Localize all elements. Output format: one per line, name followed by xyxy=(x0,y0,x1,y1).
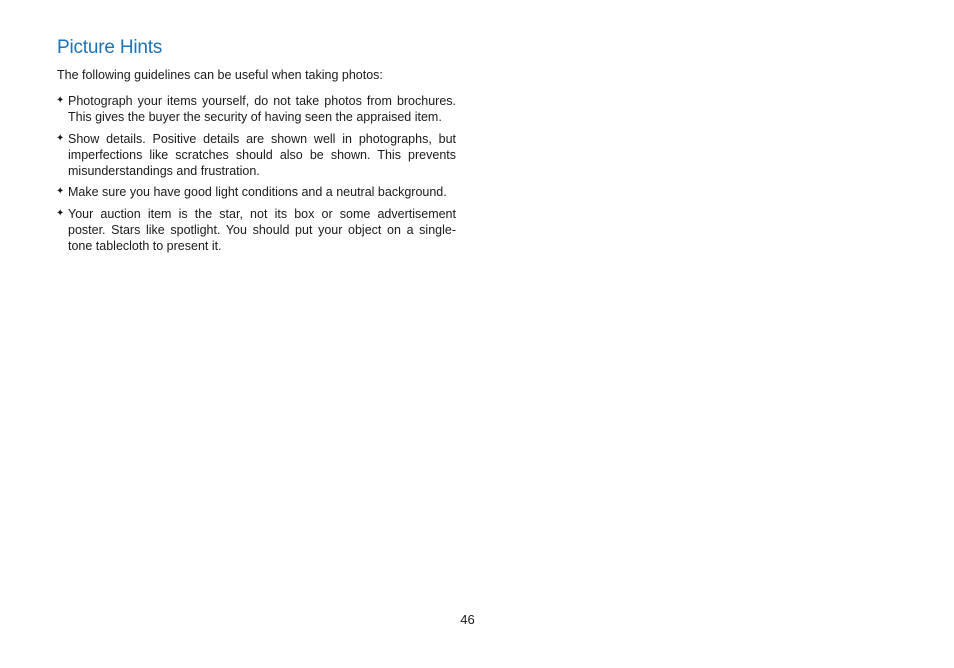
list-item-text: Show details. Positive details are shown well in photographs, but imperfections like scratches should also be shown. This prevents misunderstandings and frustration. xyxy=(68,131,456,179)
list-item xyxy=(57,184,456,200)
list-item-text: Make sure you have good light conditions and a neutral background. xyxy=(68,185,447,200)
page-number: 46 xyxy=(460,612,475,627)
list-item xyxy=(57,93,456,126)
list-item-text: Your auction item is the star, not its box or some advertisement poster. Stars like spotlight. You should put your object on a single-tone tablecloth to present it. xyxy=(68,206,456,254)
star-bullet-icon: ✦ xyxy=(56,132,65,144)
star-bullet-icon: ✦ xyxy=(56,95,65,106)
star-bullet-icon: ✦ xyxy=(56,186,65,198)
page-title: Picture Hints xyxy=(57,37,163,58)
list-item-text: Photograph your items yourself, do not take photos from brochures. This gives the buyer the security of having seen the appraised item. xyxy=(68,94,456,125)
guideline-list xyxy=(57,93,456,255)
star-bullet-icon: ✦ xyxy=(56,207,65,219)
list-item xyxy=(57,131,456,180)
page-content xyxy=(57,36,456,260)
list-item xyxy=(57,206,456,255)
intro-text: The following guidelines can be useful when taking photos: xyxy=(57,68,383,82)
